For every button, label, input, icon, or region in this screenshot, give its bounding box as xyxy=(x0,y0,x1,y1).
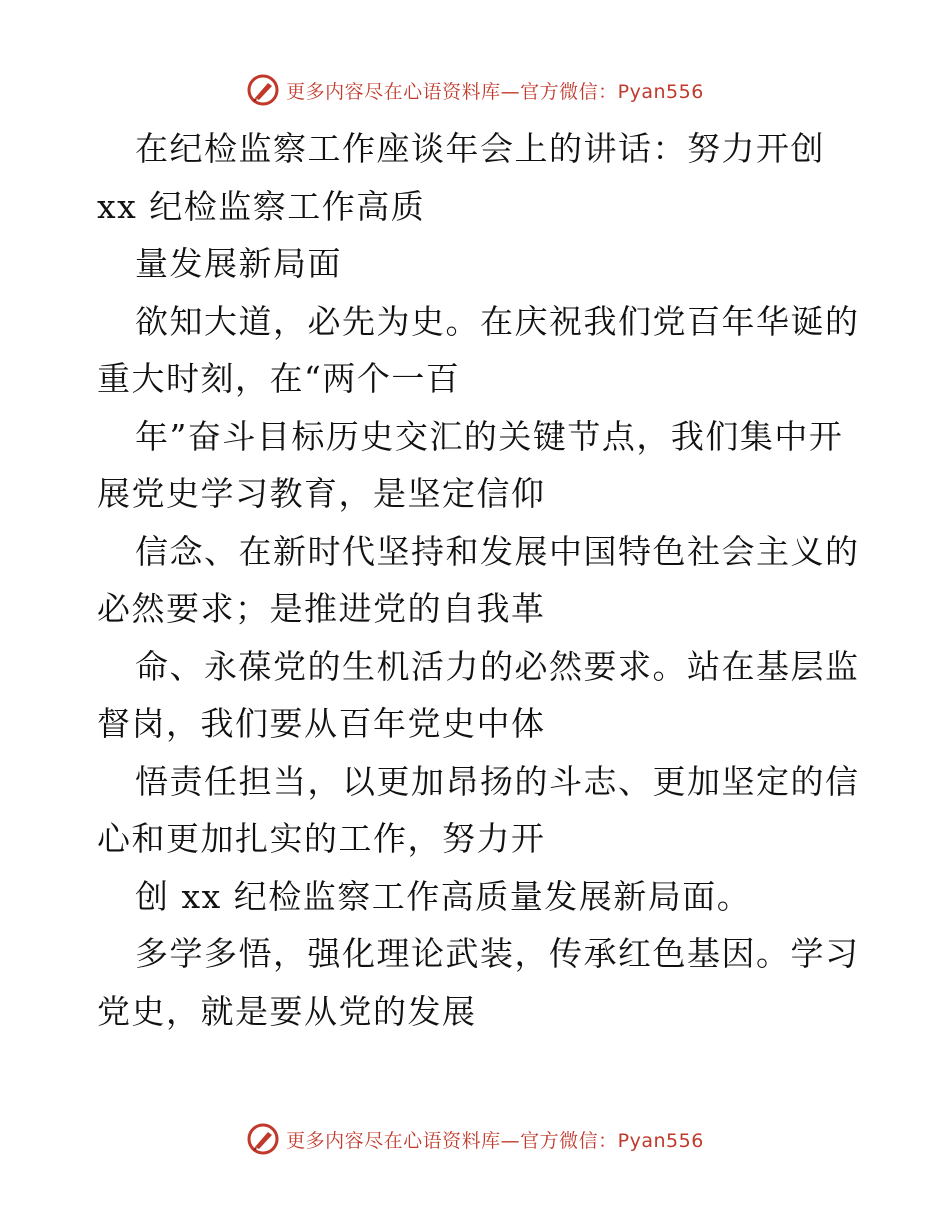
document-line: xx 纪检监察工作高质 xyxy=(97,186,426,226)
document-line: 命、永葆党的生机活力的必然要求。站在基层监 xyxy=(135,646,860,686)
document-line: 重大时刻，在“两个一百 xyxy=(97,359,461,398)
pen-logo-icon xyxy=(246,73,280,107)
document-line: 党史，就是要从党的发展 xyxy=(97,991,477,1031)
pen-logo-icon xyxy=(246,1122,280,1156)
document-line: 心和更加扎实的工作，努力开 xyxy=(97,819,546,858)
document-line: 年”奋斗目标历史交汇的关键节点，我们集中开 xyxy=(135,416,844,456)
document-line: 在纪检监察工作座谈年会上的讲话：努力开创 xyxy=(135,129,825,168)
footer-banner-text: 更多内容尽在心语资料库—官方微信：Pyan556 xyxy=(286,1129,704,1152)
document-line: 必然要求；是推进党的自我革 xyxy=(97,589,546,628)
header-banner-text: 更多内容尽在心语资料库—官方微信：Pyan556 xyxy=(286,80,704,103)
document-line: 创 xx 纪检监察工作高质量发展新局面。 xyxy=(135,876,752,916)
document-line: 悟责任担当，以更加昂扬的斗志、更加坚定的信 xyxy=(135,761,860,801)
document-line: 多学多悟，强化理论武装，传承红色基因。学习 xyxy=(135,934,860,973)
header-banner xyxy=(0,70,950,110)
document-line: 展党史学习教育，是坚定信仰 xyxy=(97,474,546,513)
footer-banner xyxy=(0,1119,950,1159)
document-body xyxy=(97,120,867,1040)
document-line: 信念、在新时代坚持和发展中国特色社会主义的 xyxy=(135,531,860,571)
document-line: 督岗，我们要从百年党史中体 xyxy=(97,704,546,743)
document-line: 欲知大道，必先为史。在庆祝我们党百年华诞的 xyxy=(135,301,860,341)
document-line: 量发展新局面 xyxy=(135,244,342,283)
